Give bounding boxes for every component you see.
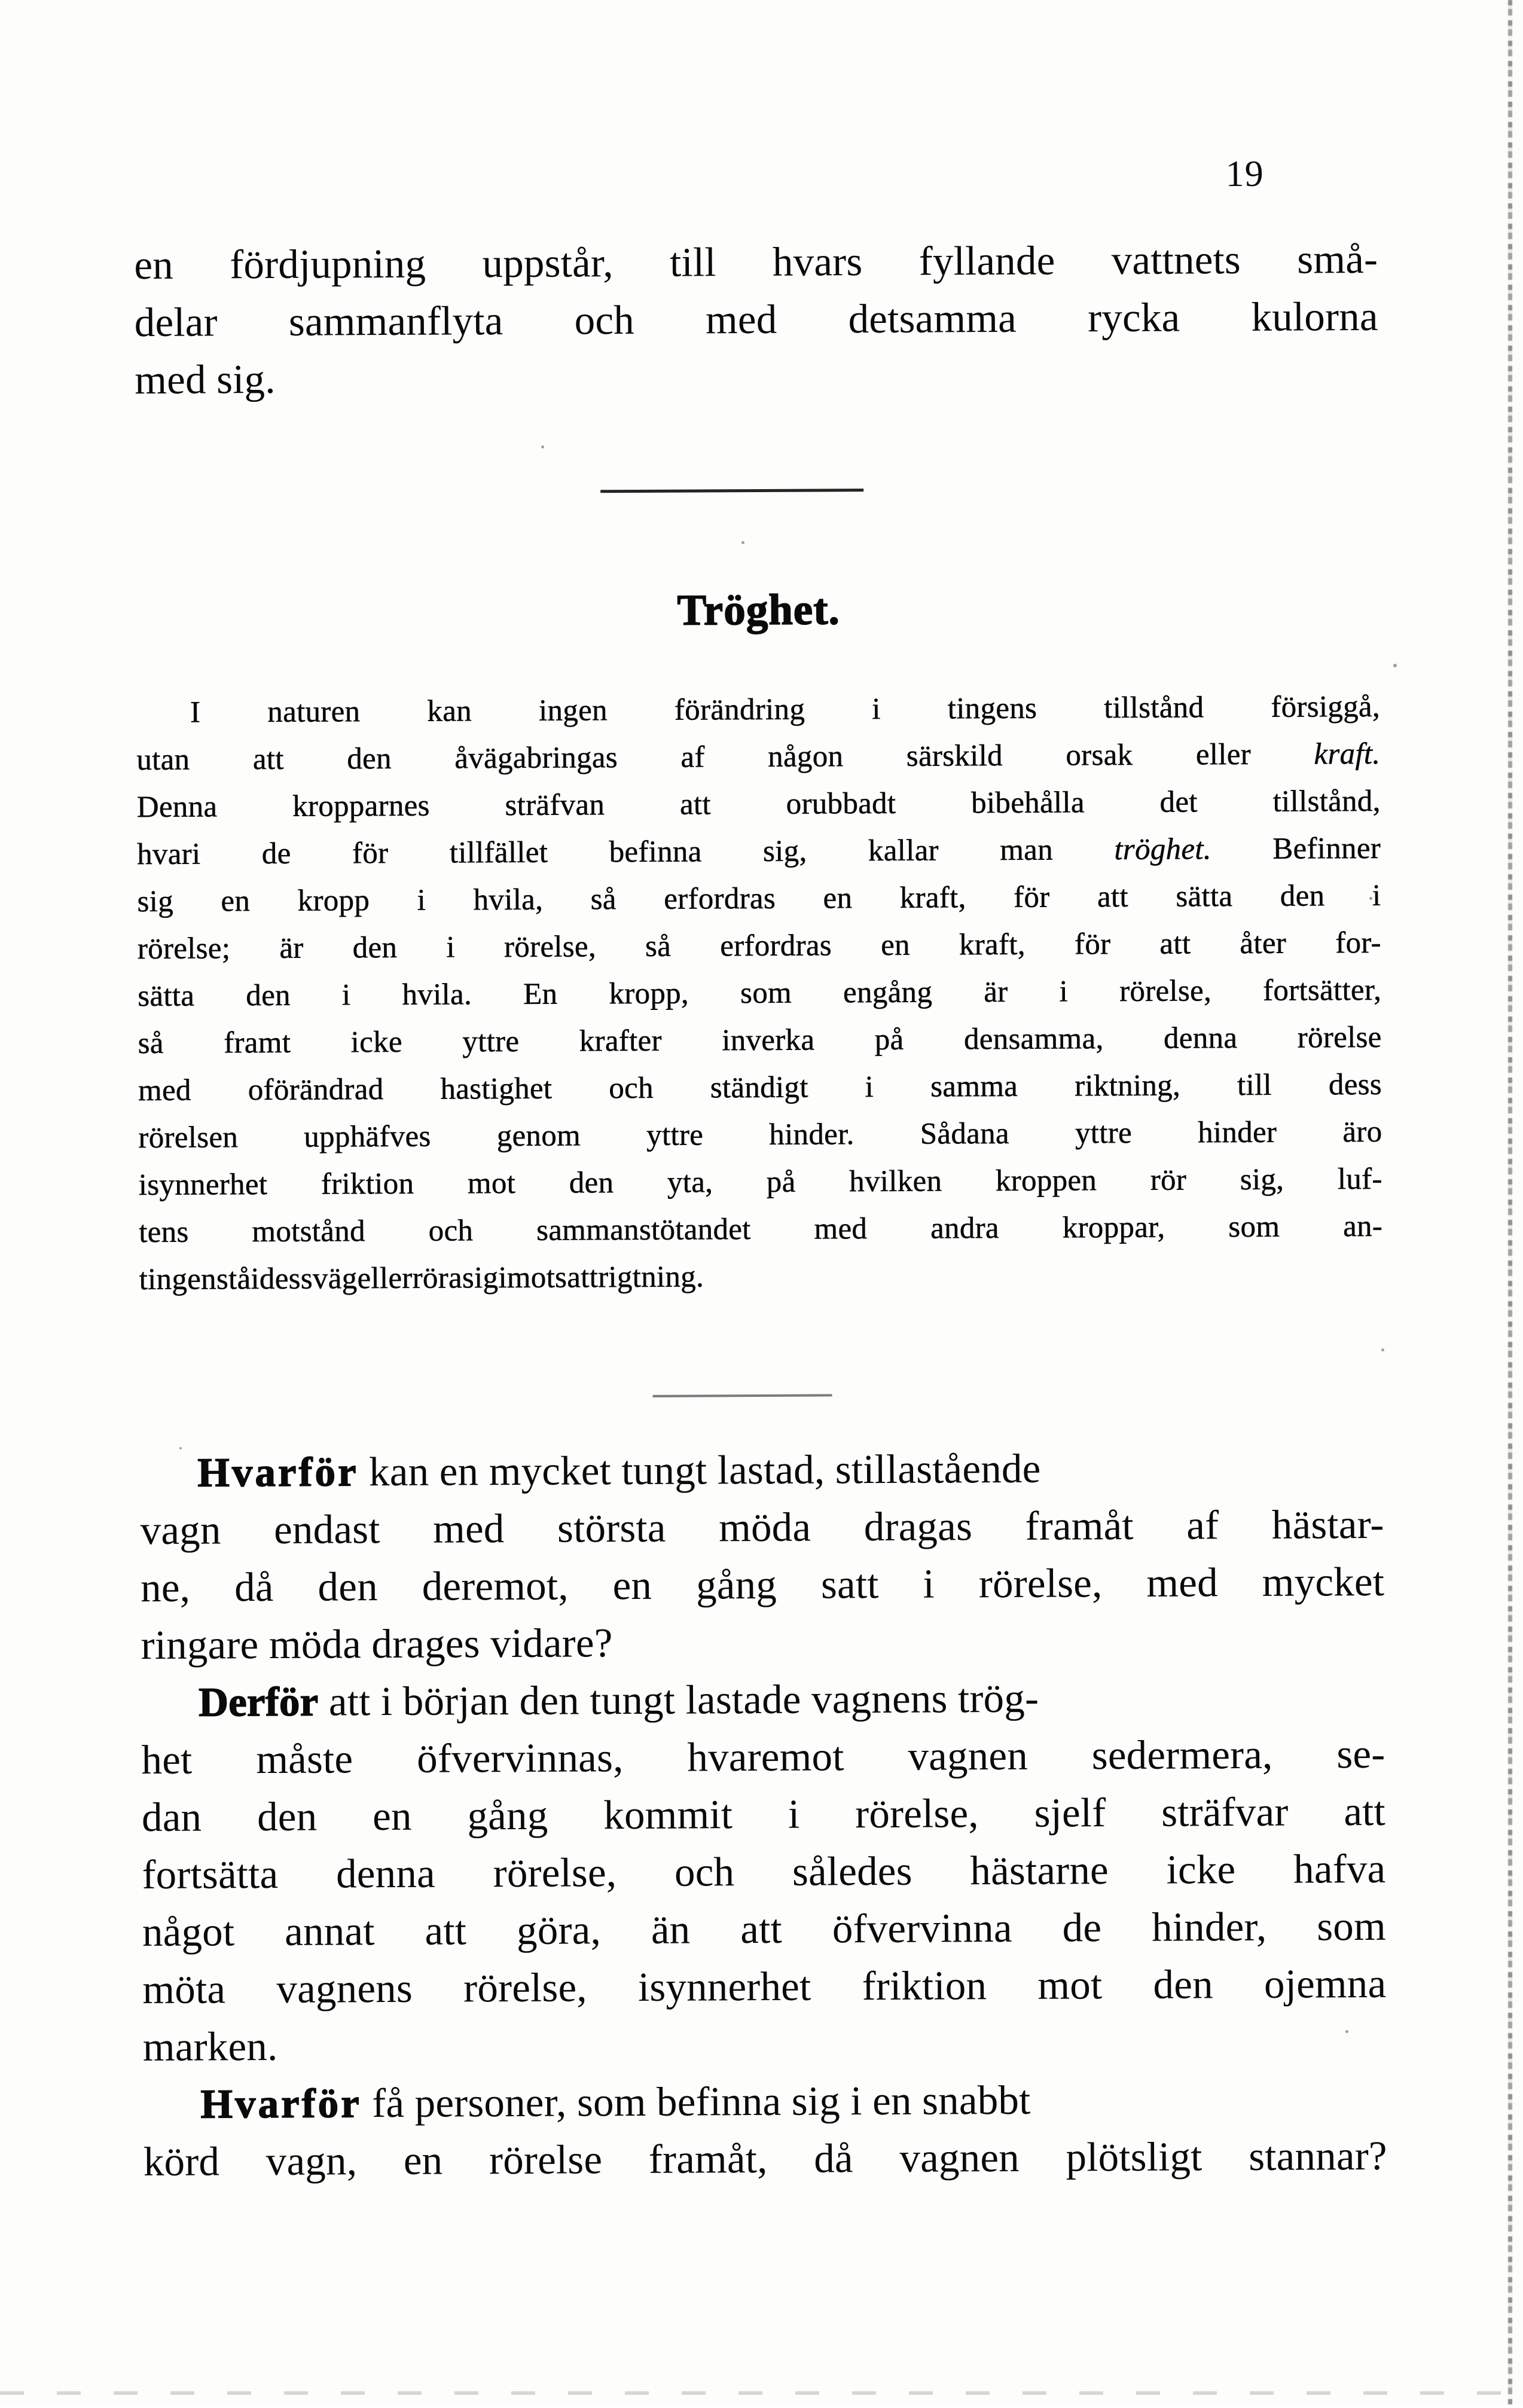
text-line: Derför att i början den tungt lastade vagnens trög- (141, 1668, 1385, 1731)
word: en (881, 928, 911, 963)
word: stå (216, 1262, 251, 1296)
text-line (136, 731, 1380, 784)
word: kropp, (609, 976, 689, 1011)
text-line (141, 1725, 1385, 1789)
word: är (279, 931, 304, 965)
word: rörelse (1297, 1020, 1382, 1055)
word: sedermera, (1091, 1731, 1273, 1778)
word: möda (718, 1504, 811, 1551)
question-lead-word: Hvarför (197, 1449, 359, 1496)
text-line: ringare möda drages vidare? (141, 1620, 613, 1668)
word: rörelse, (978, 1560, 1103, 1607)
word: den (352, 930, 398, 965)
word: att (679, 788, 712, 822)
word: mot (1037, 1962, 1103, 2008)
word: sig, (1240, 1162, 1284, 1197)
word: framåt (1025, 1502, 1134, 1549)
word: hvars (772, 239, 863, 285)
word: sjelf (1034, 1790, 1106, 1836)
word: friktion (862, 1963, 987, 2009)
text-line (138, 1109, 1382, 1162)
word: framåt, (648, 2135, 768, 2182)
word: eller (1195, 737, 1252, 772)
word: kulorna (1251, 293, 1378, 340)
word: och (428, 1214, 474, 1248)
word (197, 1443, 359, 1501)
text-line (136, 683, 1380, 737)
word: med (138, 1073, 191, 1108)
text-line (137, 778, 1381, 831)
word: dan (141, 1794, 202, 1841)
text-line (142, 1783, 1385, 1846)
page-number: 19 (1225, 153, 1264, 195)
scan-speck (1345, 2030, 1348, 2033)
text-line (142, 1955, 1386, 2018)
word: sig (137, 884, 174, 919)
text-line (144, 2127, 1387, 2190)
word: Befinner (1272, 831, 1381, 866)
text-line (138, 920, 1381, 973)
word: sträfvan (505, 788, 605, 823)
word: den (347, 741, 392, 776)
word: hvilken (849, 1164, 942, 1199)
word: måste (256, 1736, 353, 1783)
word: se- (1336, 1731, 1385, 1777)
word: kroppen (995, 1164, 1097, 1198)
word: små- (1297, 236, 1378, 282)
lead-paragraph (134, 230, 1378, 408)
word: rörelse (489, 2137, 603, 2183)
word: för (1013, 880, 1050, 914)
word: denna (1163, 1021, 1238, 1055)
word: för (352, 837, 389, 871)
scan-speck (179, 1447, 182, 1449)
word: rigtning. (597, 1260, 704, 1295)
scan-speck (541, 445, 544, 448)
word: yta, (667, 1165, 713, 1200)
question-lead-word: Derför (198, 1678, 319, 1725)
word: for- (1335, 926, 1382, 960)
word: sig (462, 1261, 499, 1295)
word: och (574, 297, 635, 343)
word: dragas (863, 1503, 973, 1550)
word: med (432, 1506, 505, 1552)
word: orsak (1066, 738, 1133, 773)
word: i (417, 883, 426, 917)
qa-section (140, 1438, 1387, 2190)
word: med (705, 296, 777, 343)
word: som (740, 976, 792, 1011)
text-line: marken. (142, 2023, 278, 2070)
text-line: med sig. (135, 356, 276, 403)
word: kropp (297, 884, 370, 918)
text-line (140, 1496, 1384, 1559)
word: stannar? (1249, 2132, 1387, 2180)
word: hvila, (473, 883, 544, 917)
word: rörelse, (503, 930, 597, 965)
word: en (134, 242, 174, 288)
section-divider-top (600, 489, 863, 493)
text-line (138, 1061, 1382, 1115)
word: så (645, 929, 672, 963)
word: andra (930, 1211, 1000, 1246)
text-line (137, 825, 1381, 878)
section-heading: Tröghet. (677, 585, 840, 634)
word (199, 1673, 319, 1731)
word: de (261, 837, 291, 871)
word: erfordras (720, 929, 832, 963)
word: eller (357, 1261, 413, 1296)
word: är (984, 975, 1008, 1009)
word: Sådana (920, 1116, 1010, 1151)
word: rörelse, (1119, 974, 1212, 1009)
word: en (612, 1562, 652, 1609)
word: af (1186, 1502, 1219, 1548)
word: på (766, 1165, 796, 1199)
word: så (590, 883, 616, 917)
word: hästar- (1271, 1501, 1384, 1548)
section-divider-bottom (653, 1394, 832, 1397)
word: het (141, 1736, 193, 1783)
word: Denna (136, 790, 218, 825)
word: satt (820, 1561, 879, 1607)
word: delar (134, 299, 218, 346)
text-line (142, 1840, 1385, 1903)
word: i (446, 930, 456, 965)
word: något (142, 1909, 235, 1955)
word: isynnerhet (637, 1963, 811, 2010)
word: friktion (321, 1167, 414, 1201)
word: krafter (579, 1024, 662, 1058)
word: bibehålla (971, 786, 1085, 820)
word: hastighet (440, 1072, 553, 1106)
word: någon (768, 740, 844, 774)
word: fortsätta (142, 1851, 279, 1898)
question-lead-word: Hvarför (200, 2080, 362, 2127)
word: samma (930, 1069, 1018, 1104)
word: deremot, (422, 1562, 569, 1609)
word: den (318, 1564, 378, 1610)
word: rör (1150, 1163, 1187, 1197)
word: förändring (674, 692, 805, 727)
text-line: Hvarför få personer, som befinna sig i en snabbt (143, 2070, 1387, 2133)
word: med (814, 1212, 868, 1246)
word: sammanflyta (288, 298, 503, 344)
word: tillfället (449, 835, 548, 870)
word: då (234, 1564, 274, 1610)
word: hinder, (1151, 1903, 1267, 1950)
word: motstånd (252, 1214, 365, 1249)
text-line (139, 1203, 1382, 1256)
word: hinder (1198, 1115, 1277, 1150)
word: yttre (646, 1118, 704, 1152)
word: rörelse, (493, 1850, 617, 1896)
word: vattnets (1111, 237, 1241, 283)
word: i (1372, 878, 1381, 912)
word: att (740, 1906, 783, 1952)
word: rycka (1087, 294, 1180, 341)
word: endast (273, 1506, 380, 1552)
word: hafva (1293, 1845, 1386, 1892)
word: den (257, 1793, 318, 1840)
word: rörelse, (463, 1964, 587, 2011)
word: mot (467, 1166, 516, 1201)
word: en (403, 2137, 443, 2183)
text-line (137, 872, 1381, 926)
word: vagnens (276, 1965, 413, 2012)
scan-speck (1393, 664, 1397, 667)
word (1314, 731, 1380, 779)
word: fortsätter, (1262, 973, 1382, 1008)
word: hinder. (769, 1118, 854, 1152)
word: af (680, 740, 705, 774)
word: icke (350, 1025, 402, 1060)
word: utan (136, 743, 190, 777)
word: i (498, 1261, 507, 1295)
word: med (1146, 1559, 1219, 1606)
word: den (569, 1166, 614, 1200)
word: en (823, 881, 853, 915)
word: det (1159, 785, 1198, 819)
word: yttre (462, 1024, 520, 1059)
word: så (138, 1026, 164, 1061)
word: yttre (1075, 1116, 1133, 1150)
scan-edge-artifact-bottom (0, 2391, 1523, 2395)
word: i (1059, 975, 1069, 1009)
word: i (923, 1561, 935, 1607)
word: möta (142, 1966, 226, 2013)
word: att (1159, 927, 1191, 961)
word: kroppar, (1062, 1210, 1165, 1245)
word: hvari (137, 837, 201, 872)
word: då (814, 2135, 853, 2181)
word: att (252, 742, 284, 777)
word: göra, (516, 1907, 602, 1953)
text-line (139, 1250, 1382, 1304)
word: vagn (140, 1507, 221, 1554)
word: för (1074, 927, 1111, 962)
word: uppstår, (482, 240, 614, 286)
word: hvila. (402, 978, 472, 1012)
word: som (1317, 1903, 1387, 1949)
word: hästarne (970, 1847, 1109, 1894)
word: kan (427, 694, 472, 728)
word: fördjupning (230, 240, 426, 288)
text-line (135, 288, 1378, 351)
word: åter (1240, 926, 1287, 961)
word: vagn, (265, 2138, 358, 2184)
word: äro (1342, 1115, 1382, 1149)
word: man (1000, 833, 1054, 868)
scan-edge-artifact-right (1508, 0, 1512, 2404)
word: och (609, 1071, 654, 1106)
word: ojemna (1263, 1960, 1387, 2007)
text-line (139, 1156, 1382, 1209)
word: En (523, 977, 558, 1011)
word: i (865, 1070, 874, 1104)
word: att (1344, 1788, 1386, 1835)
word: i (251, 1262, 260, 1296)
word: särskild (906, 739, 1003, 773)
word: kraft, (959, 927, 1025, 962)
word: de (1062, 1905, 1102, 1951)
word: sätta (138, 979, 195, 1014)
text-line (141, 1553, 1384, 1616)
word: sig, (762, 834, 807, 868)
body-paragraph (136, 683, 1383, 1304)
word: genom (496, 1119, 581, 1153)
word: plötsligt (1066, 2134, 1202, 2180)
word: kropparnes (292, 789, 430, 823)
word: annat (285, 1908, 375, 1954)
word: tens (139, 1215, 189, 1250)
word: densamma, (963, 1022, 1104, 1057)
word: till (1237, 1068, 1272, 1103)
word: oförändrad (248, 1073, 384, 1107)
word: än (651, 1906, 691, 1952)
text-line (134, 230, 1378, 294)
word: sträfvar (1161, 1789, 1289, 1835)
word: luf- (1337, 1162, 1382, 1197)
word: rörelse, (854, 1790, 979, 1837)
word: I (190, 695, 201, 730)
word: som (1228, 1210, 1280, 1244)
word: största (557, 1504, 666, 1551)
text-line (138, 1014, 1382, 1067)
word: riktning, (1075, 1069, 1181, 1103)
word: att (425, 1908, 467, 1954)
word: ne, (140, 1564, 191, 1611)
word: således (792, 1848, 912, 1894)
word: rörelse; (137, 932, 231, 966)
word: fyllande (918, 237, 1055, 284)
word: i (341, 978, 351, 1012)
word: den (1280, 879, 1325, 913)
word: försiggå, (1271, 689, 1381, 724)
word: den (246, 978, 291, 1013)
word: tingen (139, 1262, 217, 1297)
word: tillstånd, (1272, 784, 1381, 819)
word: tingens (947, 691, 1037, 726)
word: sammanstötandet (536, 1213, 751, 1247)
word: kommit (603, 1791, 733, 1838)
word: ingen (538, 694, 608, 728)
word: inverka (722, 1023, 815, 1058)
word: kraft, (899, 881, 966, 915)
word: naturen (267, 695, 361, 730)
word: att (1097, 880, 1129, 914)
word: dess (259, 1262, 313, 1296)
scan-speck (741, 541, 744, 544)
word: gång (467, 1792, 548, 1839)
word: en (221, 884, 251, 918)
word: an- (1342, 1209, 1383, 1244)
word: orubbadt (786, 786, 896, 821)
word: icke (1166, 1847, 1236, 1893)
word: gång (695, 1561, 777, 1608)
word: kallar (868, 834, 939, 868)
word: sätta (1176, 880, 1233, 914)
word: upphäfves (304, 1119, 431, 1154)
scan-speck (1369, 897, 1372, 900)
word: körd (143, 2138, 220, 2185)
word: på (874, 1023, 904, 1057)
text-line (142, 1897, 1386, 1961)
word: öfvervinnas, (416, 1735, 624, 1781)
word: hvaremot (687, 1733, 844, 1780)
word: ständigt (710, 1070, 808, 1105)
word: i (872, 692, 881, 727)
word: den (1153, 1961, 1213, 2007)
word: dess (1328, 1067, 1382, 1102)
word: engång (843, 975, 933, 1010)
word: vagnen (899, 2134, 1020, 2181)
emphasis-term: tröghet. (1114, 832, 1211, 867)
word: öfvervinna (832, 1905, 1012, 1952)
word (1114, 826, 1211, 874)
emphasis-term: kraft. (1314, 737, 1381, 771)
word: detsamma (848, 295, 1017, 342)
word: befinna (609, 835, 702, 869)
word: röra (412, 1261, 463, 1295)
text-line (138, 967, 1381, 1020)
word: isynnerhet (138, 1168, 268, 1203)
scan-speck (1381, 1348, 1384, 1351)
word: erfordras (664, 881, 776, 916)
word: väg (312, 1262, 358, 1296)
word: en (372, 1793, 412, 1839)
word: vagnen (908, 1732, 1028, 1779)
word: rörelsen (138, 1121, 239, 1155)
word: och (674, 1849, 735, 1895)
word: åvägabringas (454, 741, 618, 776)
word: tillstånd (1104, 691, 1204, 725)
word: motsatt (506, 1261, 599, 1295)
word: till (669, 239, 716, 285)
text-line: Hvarför kan en mycket tungt lastad, stillastående (140, 1438, 1384, 1501)
word (200, 2074, 362, 2132)
word: framt (224, 1026, 291, 1060)
word: denna (335, 1850, 436, 1897)
word: mycket (1262, 1558, 1385, 1605)
word: i (788, 1791, 800, 1837)
